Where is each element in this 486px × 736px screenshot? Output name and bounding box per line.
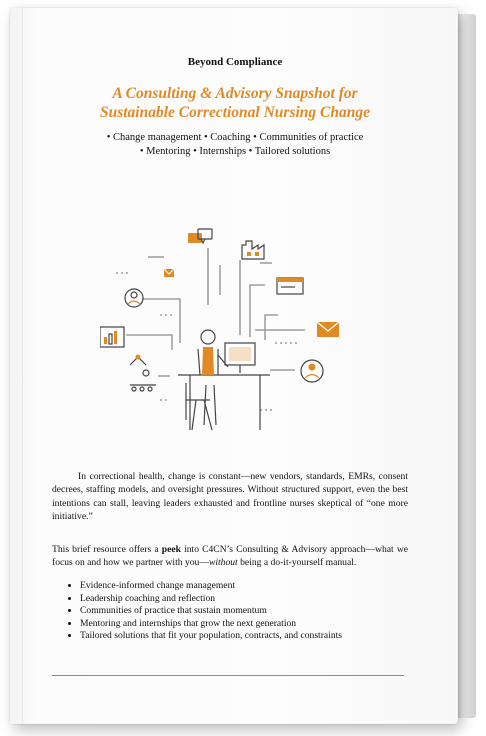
bullet-item: • Mentoring and internships that grow the next generation — [80, 618, 420, 631]
consulting-illustration — [100, 225, 360, 440]
cover-tags — [40, 131, 430, 159]
bullet-item: • Leadership coaching and reflection — [80, 593, 420, 606]
cover-kicker: Beyond Compliance — [187, 56, 283, 68]
envelope-icon-small — [164, 269, 174, 277]
cover-title — [40, 84, 430, 122]
worker-at-desk-icon — [178, 330, 270, 430]
connector-lines — [116, 248, 305, 410]
approach-text-without: without — [208, 557, 238, 569]
person-icon — [125, 289, 143, 307]
approach-text-peek: peek — [161, 544, 181, 555]
book-page-edge — [458, 14, 476, 718]
approach-text-c: into C4CN’s Consulting & Advisory approach—what we focus on and how we partner with you— — [52, 544, 408, 569]
intro-paragraph: In correctional health, change is constant—new vendors, standards, EMRs, consent decrees, staffing models, and oversight pressures. Without structured support, even the best intentions can stall, leaving leaders exhausted and frontline nurses skeptical of “one more initiative.” — [52, 471, 408, 523]
approach-paragraph — [52, 543, 408, 570]
chat-icon — [188, 229, 212, 243]
book-spine — [22, 8, 24, 724]
tags-line2: • Mentoring • Internships • Tailored solutions — [139, 146, 331, 157]
bullet-item: • Communities of practice that sustain momentum — [80, 605, 420, 618]
person-icon-right — [301, 360, 323, 382]
approach-text-e: being a do-it-yourself manual. — [237, 557, 357, 569]
bullet-item: • Evidence-informed change management — [80, 580, 420, 593]
robot-arm-icon — [130, 355, 156, 392]
cover-title-line1: A Consulting & Advisory Snapshot for — [112, 85, 358, 102]
chart-icon — [100, 327, 124, 347]
factory-icon — [242, 241, 264, 259]
bullet-item: • Tailored solutions that fit your population, contracts, and constraints — [80, 630, 420, 643]
footer-divider — [52, 675, 404, 676]
approach-text-a: This brief resource offers a — [52, 544, 162, 555]
tags-line1: • Change management • Coaching • Communities of practice — [106, 132, 364, 143]
browser-icon — [277, 278, 303, 294]
focus-bullet-list — [66, 580, 420, 643]
cover-title-line2: Sustainable Correctional Nursing Change — [99, 104, 371, 121]
envelope-icon — [317, 322, 339, 337]
